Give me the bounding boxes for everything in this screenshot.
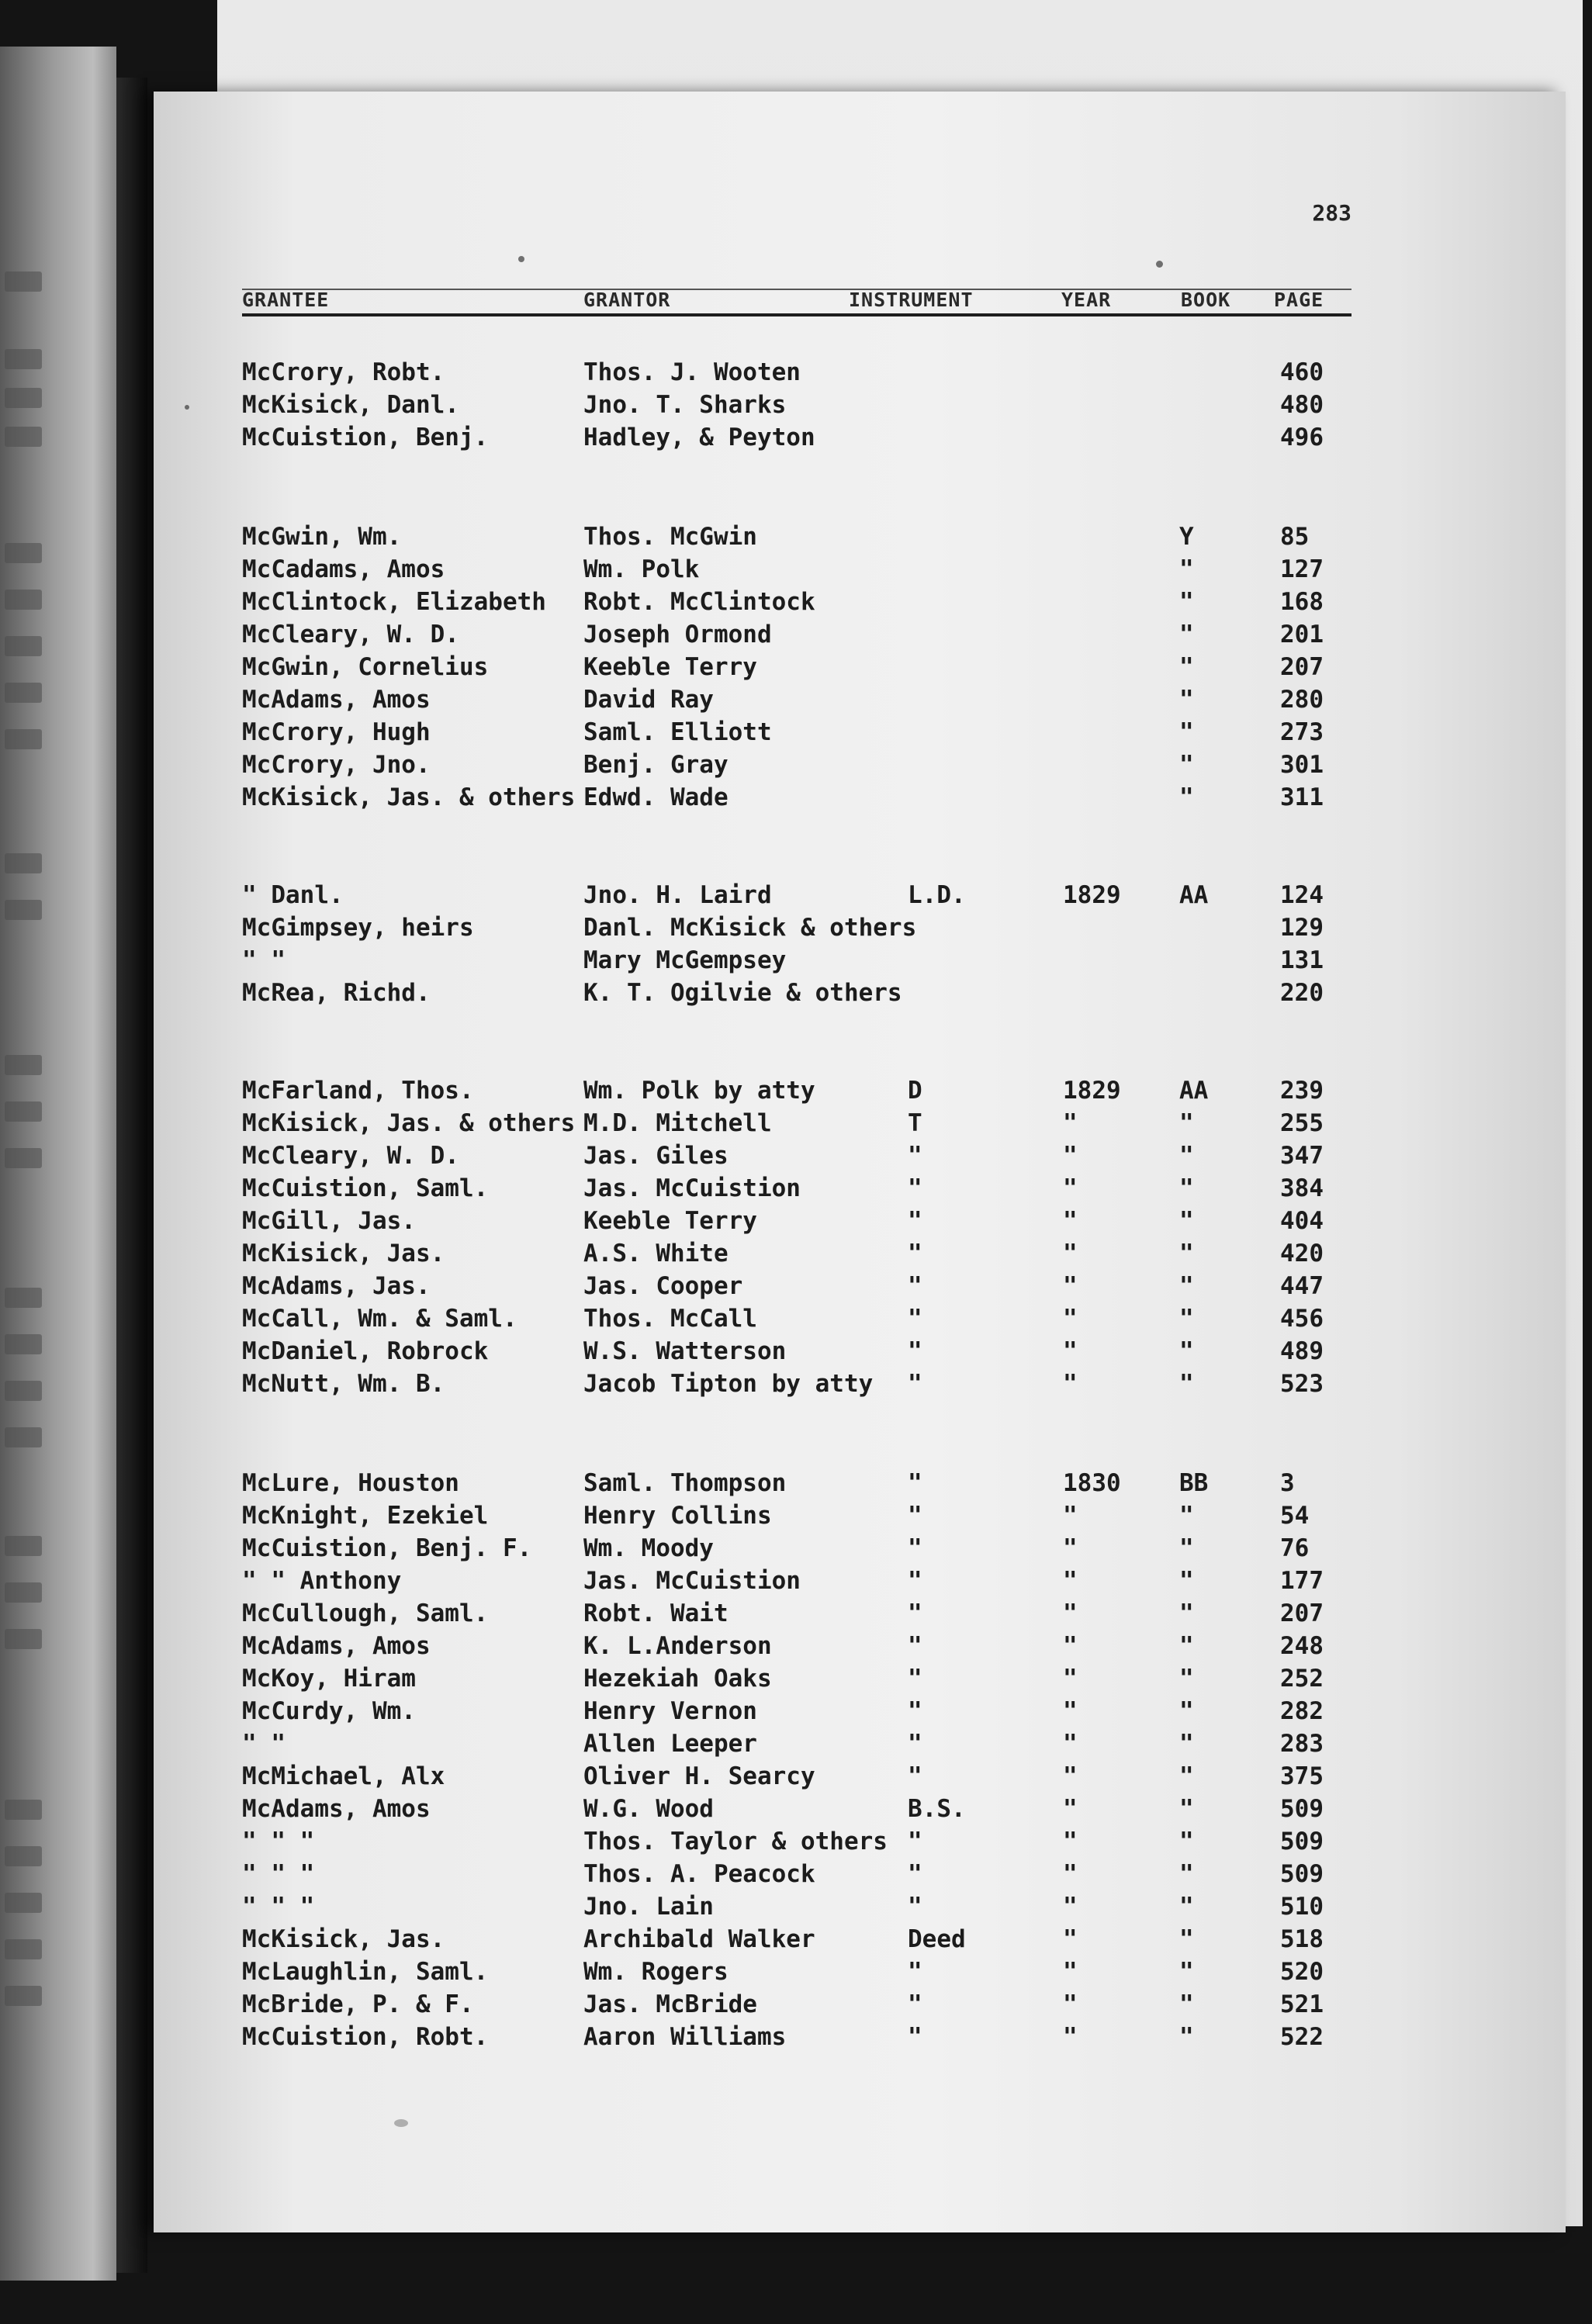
index-entry-row xyxy=(0,945,1592,976)
entry-grantee: McCall, Wm. & Saml. xyxy=(242,1305,517,1333)
entry-grantor: Jno. T. Sharks xyxy=(583,391,787,419)
entry-instrument: " xyxy=(908,1174,922,1202)
entry-instrument: " xyxy=(908,1240,922,1267)
entry-book: " xyxy=(1179,1502,1194,1530)
entry-grantor: A.S. White xyxy=(583,1240,729,1267)
entry-page: 207 xyxy=(1280,1599,1324,1627)
entry-grantee: " " " xyxy=(242,1828,315,1855)
entry-grantee: McKisick, Jas. & others xyxy=(242,783,576,811)
index-entry-row xyxy=(0,1565,1592,1596)
index-entry-row xyxy=(0,1533,1592,1564)
entry-book: " xyxy=(1179,1337,1194,1365)
index-entry-row xyxy=(0,2021,1592,2053)
entry-year: " xyxy=(1063,1762,1078,1790)
entry-grantee: McDaniel, Robrock xyxy=(242,1337,489,1365)
entry-grantor: Keeble Terry xyxy=(583,1207,757,1235)
index-entry-row xyxy=(0,1663,1592,1694)
entry-book: Y xyxy=(1179,523,1194,551)
entry-grantee: McKisick, Jas. & others xyxy=(242,1109,576,1137)
entry-grantor: Hadley, & Peyton xyxy=(583,424,815,451)
entry-book: " xyxy=(1179,686,1194,714)
entry-page: 201 xyxy=(1280,621,1324,648)
index-entry-row xyxy=(0,521,1592,552)
entry-instrument: " xyxy=(908,1567,922,1595)
entry-instrument: L.D. xyxy=(908,881,966,909)
index-entry-row xyxy=(0,1468,1592,1499)
entry-book: " xyxy=(1179,2023,1194,2051)
entry-grantee: McLaughlin, Saml. xyxy=(242,1958,489,1986)
entry-grantee: McCuistion, Benj. F. xyxy=(242,1534,532,1562)
entry-year: " xyxy=(1063,1534,1078,1562)
index-entry-row xyxy=(0,554,1592,585)
entry-page: 510 xyxy=(1280,1893,1324,1921)
index-entry-row xyxy=(0,1631,1592,1662)
index-entry-row xyxy=(0,1956,1592,1987)
index-entry-row xyxy=(0,1205,1592,1236)
entry-year: " xyxy=(1063,1730,1078,1758)
index-entry-row xyxy=(0,749,1592,780)
entry-book: " xyxy=(1179,1240,1194,1267)
entry-grantee: McCadams, Amos xyxy=(242,555,445,583)
entry-page: 85 xyxy=(1280,523,1310,551)
entry-page: 523 xyxy=(1280,1370,1324,1398)
entry-grantee: McCrory, Robt. xyxy=(242,358,445,386)
entry-book: " xyxy=(1179,1174,1194,1202)
index-entry-row xyxy=(0,1303,1592,1334)
entry-page: 168 xyxy=(1280,588,1324,616)
entry-book: " xyxy=(1179,1893,1194,1921)
entry-instrument: " xyxy=(908,1370,922,1398)
entry-year: " xyxy=(1063,1305,1078,1333)
entry-year: " xyxy=(1063,1337,1078,1365)
entry-grantor: Jno. Lain xyxy=(583,1893,714,1921)
entry-instrument: " xyxy=(908,1828,922,1855)
entry-instrument: " xyxy=(908,1860,922,1888)
entry-page: 456 xyxy=(1280,1305,1324,1333)
entry-grantee: " " " xyxy=(242,1860,315,1888)
entry-year: " xyxy=(1063,1632,1078,1660)
entry-book: " xyxy=(1179,1828,1194,1855)
index-entry-row xyxy=(0,880,1592,911)
index-entry-row xyxy=(0,619,1592,650)
entry-page: 248 xyxy=(1280,1632,1324,1660)
entry-page: 496 xyxy=(1280,424,1324,451)
entry-grantor: Thos. Taylor & others xyxy=(583,1828,888,1855)
entry-page: 273 xyxy=(1280,718,1324,746)
index-entry-row xyxy=(0,1728,1592,1759)
entry-book: " xyxy=(1179,1925,1194,1953)
entry-grantee: McCuistion, Benj. xyxy=(242,424,489,451)
entry-grantee: McCuistion, Robt. xyxy=(242,2023,489,2051)
entry-grantor: M.D. Mitchell xyxy=(583,1109,772,1137)
index-entry-row xyxy=(0,652,1592,683)
entry-grantor: Saml. Elliott xyxy=(583,718,772,746)
entry-year: " xyxy=(1063,1860,1078,1888)
entry-grantee: McKisick, Jas. xyxy=(242,1240,445,1267)
entry-year: " xyxy=(1063,1567,1078,1595)
index-entry-row xyxy=(0,1238,1592,1269)
entry-book: " xyxy=(1179,588,1194,616)
entry-page: 384 xyxy=(1280,1174,1324,1202)
entry-page: 129 xyxy=(1280,914,1324,942)
entry-instrument: " xyxy=(908,1272,922,1300)
index-entry-row xyxy=(0,1793,1592,1824)
index-entry-row xyxy=(0,1140,1592,1171)
entry-year: 1830 xyxy=(1063,1469,1121,1497)
index-entry-row xyxy=(0,1075,1592,1106)
entry-year: 1829 xyxy=(1063,1077,1121,1105)
entry-grantor: Wm. Polk by atty xyxy=(583,1077,815,1105)
entry-book: AA xyxy=(1179,1077,1209,1105)
entry-book: " xyxy=(1179,1534,1194,1562)
entry-book: " xyxy=(1179,1990,1194,2018)
entry-grantee: McKisick, Jas. xyxy=(242,1925,445,1953)
entry-grantee: McKisick, Danl. xyxy=(242,391,459,419)
entry-grantor: Jno. H. Laird xyxy=(583,881,772,909)
entry-grantor: Benj. Gray xyxy=(583,751,729,779)
entry-grantor: Mary McGempsey xyxy=(583,946,787,974)
entry-book: BB xyxy=(1179,1469,1209,1497)
entry-grantee: McKnight, Ezekiel xyxy=(242,1502,489,1530)
entry-instrument: " xyxy=(908,1697,922,1725)
entry-year: " xyxy=(1063,1207,1078,1235)
entry-page: 420 xyxy=(1280,1240,1324,1267)
entry-grantor: Jas. McCuistion xyxy=(583,1567,801,1595)
index-entry-row xyxy=(0,912,1592,943)
entry-year: " xyxy=(1063,1893,1078,1921)
index-entry-row xyxy=(0,586,1592,617)
entry-grantor: Wm. Polk xyxy=(583,555,700,583)
index-entry-row xyxy=(0,1859,1592,1890)
page-number: 283 xyxy=(1312,200,1351,226)
entry-year: " xyxy=(1063,1142,1078,1170)
entry-grantor: Archibald Walker xyxy=(583,1925,815,1953)
entry-book: " xyxy=(1179,1958,1194,1986)
index-entry-row xyxy=(0,1500,1592,1531)
entry-instrument: " xyxy=(908,1665,922,1693)
entry-grantor: Robt. McClintock xyxy=(583,588,815,616)
entry-page: 447 xyxy=(1280,1272,1324,1300)
entry-book: " xyxy=(1179,1142,1194,1170)
entry-instrument: " xyxy=(908,1207,922,1235)
entry-page: 282 xyxy=(1280,1697,1324,1725)
entry-grantor: K. L.Anderson xyxy=(583,1632,772,1660)
header-page: PAGE xyxy=(1274,289,1324,311)
entry-book: " xyxy=(1179,555,1194,583)
entry-book: " xyxy=(1179,1730,1194,1758)
entry-grantor: Aaron Williams xyxy=(583,2023,787,2051)
entry-book: " xyxy=(1179,1795,1194,1823)
entry-grantee: McGimpsey, heirs xyxy=(242,914,474,942)
entry-grantee: McCuistion, Saml. xyxy=(242,1174,489,1202)
entry-grantee: " " xyxy=(242,1730,286,1758)
entry-book: " xyxy=(1179,718,1194,746)
entry-instrument: " xyxy=(908,1534,922,1562)
entry-book: " xyxy=(1179,1599,1194,1627)
entry-grantor: Thos. McGwin xyxy=(583,523,757,551)
entry-year: " xyxy=(1063,1795,1078,1823)
entry-grantee: " " " xyxy=(242,1893,315,1921)
entry-year: " xyxy=(1063,2023,1078,2051)
entry-grantor: Thos. A. Peacock xyxy=(583,1860,815,1888)
index-entry-row xyxy=(0,1696,1592,1727)
entry-year: " xyxy=(1063,1697,1078,1725)
index-entry-row xyxy=(0,422,1592,453)
entry-instrument: " xyxy=(908,1469,922,1497)
header-instrument: INSTRUMENT xyxy=(849,289,974,311)
entry-page: 480 xyxy=(1280,391,1324,419)
index-entry-row xyxy=(0,1891,1592,1922)
entry-year: " xyxy=(1063,1925,1078,1953)
entry-page: 522 xyxy=(1280,2023,1324,2051)
entry-grantee: McGwin, Cornelius xyxy=(242,653,489,681)
entry-grantor: Jas. McBride xyxy=(583,1990,757,2018)
entry-grantor: Jas. Giles xyxy=(583,1142,729,1170)
entry-grantee: McNutt, Wm. B. xyxy=(242,1370,445,1398)
entry-instrument: " xyxy=(908,1632,922,1660)
header-book: BOOK xyxy=(1181,289,1231,311)
index-entry-row xyxy=(0,1271,1592,1302)
entry-grantee: " Danl. xyxy=(242,881,344,909)
index-entry-row xyxy=(0,357,1592,388)
entry-page: 3 xyxy=(1280,1469,1295,1497)
entry-grantee: McGwin, Wm. xyxy=(242,523,402,551)
entry-page: 280 xyxy=(1280,686,1324,714)
entry-year: " xyxy=(1063,1174,1078,1202)
entry-page: 521 xyxy=(1280,1990,1324,2018)
entry-book: " xyxy=(1179,1665,1194,1693)
entry-instrument: " xyxy=(908,1599,922,1627)
index-entry-row xyxy=(0,1108,1592,1139)
entry-grantor: Jas. Cooper xyxy=(583,1272,743,1300)
entry-page: 283 xyxy=(1280,1730,1324,1758)
entry-grantee: McLure, Houston xyxy=(242,1469,459,1497)
entry-book: " xyxy=(1179,1370,1194,1398)
entry-page: 509 xyxy=(1280,1828,1324,1855)
entry-grantor: Henry Collins xyxy=(583,1502,772,1530)
entry-book: " xyxy=(1179,1305,1194,1333)
entry-instrument: " xyxy=(908,2023,922,2051)
entry-grantor: Wm. Rogers xyxy=(583,1958,729,1986)
entry-grantee: " " xyxy=(242,946,286,974)
entry-grantor: Thos. McCall xyxy=(583,1305,757,1333)
entry-instrument: " xyxy=(908,1893,922,1921)
entry-instrument: Deed xyxy=(908,1925,966,1953)
entry-grantee: McCrory, Jno. xyxy=(242,751,431,779)
entry-book: " xyxy=(1179,1207,1194,1235)
entry-page: 520 xyxy=(1280,1958,1324,1986)
entry-instrument: " xyxy=(908,1337,922,1365)
index-entry-row xyxy=(0,782,1592,813)
entry-grantor: Jas. McCuistion xyxy=(583,1174,801,1202)
index-entry-row xyxy=(0,1924,1592,1955)
entry-year: " xyxy=(1063,1665,1078,1693)
entry-grantor: Oliver H. Searcy xyxy=(583,1762,815,1790)
entry-instrument: " xyxy=(908,1142,922,1170)
index-entry-row xyxy=(0,1989,1592,2020)
entry-grantor: W.G. Wood xyxy=(583,1795,714,1823)
entry-grantor: Hezekiah Oaks xyxy=(583,1665,772,1693)
entry-instrument: B.S. xyxy=(908,1795,966,1823)
entry-page: 177 xyxy=(1280,1567,1324,1595)
entry-page: 54 xyxy=(1280,1502,1310,1530)
entry-page: 518 xyxy=(1280,1925,1324,1953)
entry-grantee: McAdams, Jas. xyxy=(242,1272,431,1300)
entry-page: 255 xyxy=(1280,1109,1324,1137)
entry-grantor: Henry Vernon xyxy=(583,1697,757,1725)
index-entry-row xyxy=(0,1336,1592,1367)
entry-grantor: Wm. Moody xyxy=(583,1534,714,1562)
entry-instrument: " xyxy=(908,1990,922,2018)
entry-grantee: McCrory, Hugh xyxy=(242,718,431,746)
index-entry-row xyxy=(0,1368,1592,1399)
entry-page: 460 xyxy=(1280,358,1324,386)
entry-book: " xyxy=(1179,1697,1194,1725)
entry-grantee: McAdams, Amos xyxy=(242,1632,431,1660)
entry-page: 404 xyxy=(1280,1207,1324,1235)
entry-grantee: McCleary, W. D. xyxy=(242,1142,459,1170)
entry-year: " xyxy=(1063,1990,1078,2018)
entry-grantee: McGill, Jas. xyxy=(242,1207,416,1235)
entry-grantor: W.S. Watterson xyxy=(583,1337,787,1365)
entry-page: 131 xyxy=(1280,946,1324,974)
entry-grantor: Robt. Wait xyxy=(583,1599,729,1627)
entry-grantor: Allen Leeper xyxy=(583,1730,757,1758)
entry-year: " xyxy=(1063,1272,1078,1300)
entry-page: 239 xyxy=(1280,1077,1324,1105)
entry-grantee: McFarland, Thos. xyxy=(242,1077,474,1105)
entry-book: " xyxy=(1179,751,1194,779)
entry-instrument: " xyxy=(908,1730,922,1758)
entry-year: " xyxy=(1063,1828,1078,1855)
entry-page: 76 xyxy=(1280,1534,1310,1562)
entry-book: " xyxy=(1179,1567,1194,1595)
entry-page: 127 xyxy=(1280,555,1324,583)
entry-page: 509 xyxy=(1280,1860,1324,1888)
entry-book: " xyxy=(1179,621,1194,648)
entry-grantee: McMichael, Alx xyxy=(242,1762,445,1790)
entry-instrument: " xyxy=(908,1958,922,1986)
entry-year: " xyxy=(1063,1109,1078,1137)
index-entry-row xyxy=(0,1173,1592,1204)
entry-grantor: Jacob Tipton by atty xyxy=(583,1370,874,1398)
entry-grantee: McKoy, Hiram xyxy=(242,1665,416,1693)
entry-book: " xyxy=(1179,1109,1194,1137)
entry-book: " xyxy=(1179,1272,1194,1300)
entry-year: " xyxy=(1063,1240,1078,1267)
entry-grantor: Edwd. Wade xyxy=(583,783,729,811)
entry-grantor: Keeble Terry xyxy=(583,653,757,681)
entry-year: 1829 xyxy=(1063,881,1121,909)
entry-page: 311 xyxy=(1280,783,1324,811)
entry-grantor: Joseph Ormond xyxy=(583,621,772,648)
entry-grantee: McCullough, Saml. xyxy=(242,1599,489,1627)
index-entry-row xyxy=(0,1598,1592,1629)
entry-grantor: K. T. Ogilvie & others xyxy=(583,979,902,1007)
entry-page: 489 xyxy=(1280,1337,1324,1365)
header-grantee: GRANTEE xyxy=(242,289,330,311)
entry-grantee: McAdams, Amos xyxy=(242,1795,431,1823)
header-grantor: GRANTOR xyxy=(583,289,671,311)
entry-grantee: McBride, P. & F. xyxy=(242,1990,474,2018)
index-entry-row xyxy=(0,977,1592,1008)
entry-instrument: " xyxy=(908,1305,922,1333)
entry-grantee: McCurdy, Wm. xyxy=(242,1697,416,1725)
index-entry-row xyxy=(0,717,1592,748)
entry-grantor: Thos. J. Wooten xyxy=(583,358,801,386)
entry-page: 220 xyxy=(1280,979,1324,1007)
entry-book: AA xyxy=(1179,881,1209,909)
entry-page: 124 xyxy=(1280,881,1324,909)
header-year: YEAR xyxy=(1061,289,1112,311)
entry-book: " xyxy=(1179,1762,1194,1790)
entry-year: " xyxy=(1063,1958,1078,1986)
entry-grantee: McAdams, Amos xyxy=(242,686,431,714)
entry-grantee: McRea, Richd. xyxy=(242,979,431,1007)
index-entry-row xyxy=(0,684,1592,715)
entry-book: " xyxy=(1179,1860,1194,1888)
entry-instrument: " xyxy=(908,1762,922,1790)
entry-grantee: " " Anthony xyxy=(242,1567,402,1595)
entry-grantor: Saml. Thompson xyxy=(583,1469,787,1497)
entry-book: " xyxy=(1179,1632,1194,1660)
index-entry-row xyxy=(0,1826,1592,1857)
entry-year: " xyxy=(1063,1502,1078,1530)
entry-page: 252 xyxy=(1280,1665,1324,1693)
entry-book: " xyxy=(1179,653,1194,681)
entry-page: 509 xyxy=(1280,1795,1324,1823)
entry-page: 347 xyxy=(1280,1142,1324,1170)
entry-page: 375 xyxy=(1280,1762,1324,1790)
entry-instrument: " xyxy=(908,1502,922,1530)
entry-grantor: Danl. McKisick & others xyxy=(583,914,917,942)
entry-instrument: T xyxy=(908,1109,922,1137)
index-entry-row xyxy=(0,1761,1592,1792)
entry-grantee: McCleary, W. D. xyxy=(242,621,459,648)
entry-grantor: David Ray xyxy=(583,686,714,714)
entry-grantee: McClintock, Elizabeth xyxy=(242,588,546,616)
entry-year: " xyxy=(1063,1599,1078,1627)
entry-book: " xyxy=(1179,783,1194,811)
entry-page: 207 xyxy=(1280,653,1324,681)
entry-year: " xyxy=(1063,1370,1078,1398)
index-entry-row xyxy=(0,389,1592,420)
entry-instrument: D xyxy=(908,1077,922,1105)
entry-page: 301 xyxy=(1280,751,1324,779)
